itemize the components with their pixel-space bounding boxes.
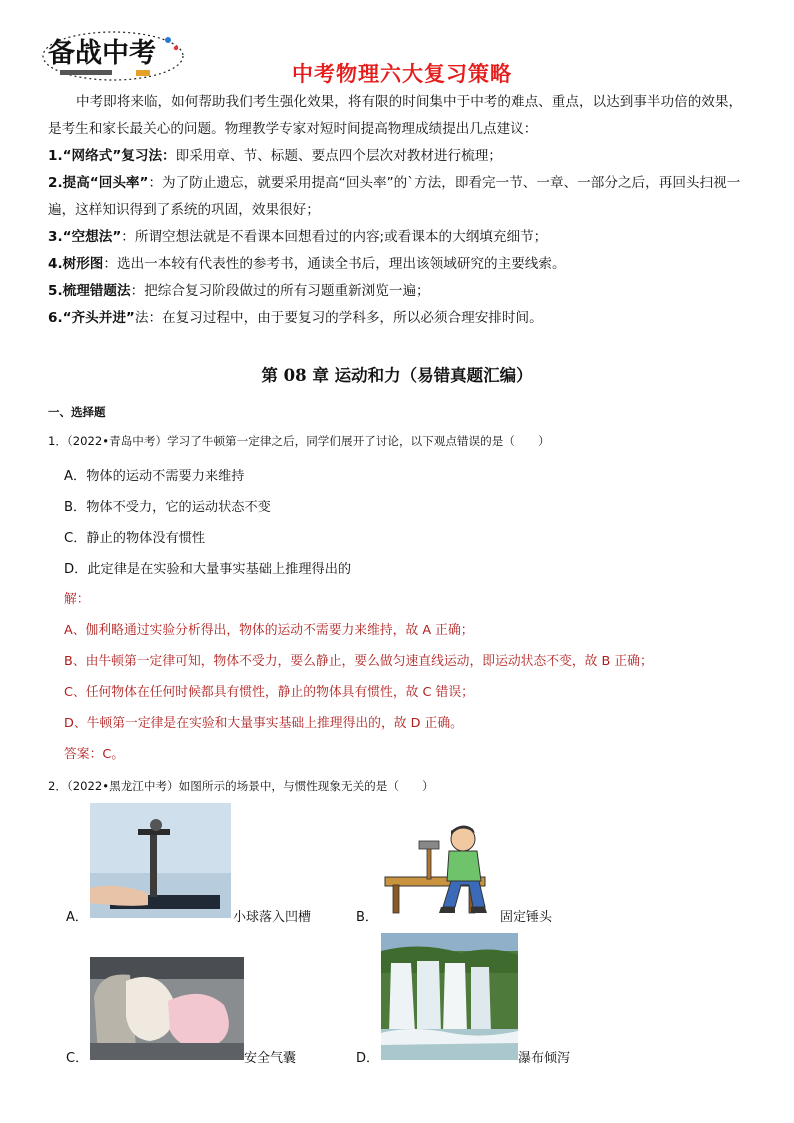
waterfall-image [381,933,518,1060]
hammer-cartoon-image [381,819,499,918]
strategy-item: 5.梳理错题法：把综合复习阶段做过的所有习题重新浏览一遍； [48,283,430,299]
logo-text: 备战中考 [48,38,156,69]
q2-option-a-caption: 小球落入凹槽 [233,910,312,925]
ball-apparatus-image [90,803,231,918]
q2-option-b-letter: B． [356,910,378,925]
intro-block [48,89,754,332]
section-title: 一、选择题 [48,405,106,419]
strategy-item: 4.树形图：选出一本较有代表性的参考书，通读全书后，理出该领域研究的主要线索。 [48,256,566,272]
q1-option-a: A．物体的运动不需要力来维持 [64,469,245,484]
strategy-item: 6.“齐头并进”法：在复习过程中，由于要复习的学科多，所以必须合理安排时间。 [48,310,543,326]
airbag-image [90,957,244,1060]
strategy-item: 3.“空想法”：所谓空想法就是不看课本回想看过的内容;或看课本的大纲填充细节； [48,229,548,245]
strategy-item: 1.“网络式”复习法：即采用章、节、标题、要点四个层次对教材进行梳理； [48,148,502,164]
solution-line: A、伽利略通过实验分析得出，物体的运动不需要力来维持，故 A 正确； [64,623,474,638]
q1-option-c: C．静止的物体没有惯性 [64,531,206,546]
solution-label: 解： [64,592,90,607]
q1-option-d: D．此定律是在实验和大量事实基础上推理得出的 [64,562,352,577]
solution-line: D、牛顿第一定律是在实验和大量事实基础上推理得出的，故 D 正确。 [64,716,463,731]
answer: 答案：C。 [64,747,125,762]
question-1-stem: 1．（2022•青岛中考）学习了牛顿第一定律之后，同学们展开了讨论，以下观点错误的是（ ） [48,434,550,448]
q2-option-c-caption: 安全气囊 [244,1051,297,1066]
question-2-stem: 2．（2022•黑龙江中考）如图所示的场景中，与惯性现象无关的是（ ） [48,779,434,793]
chapter-title: 第 08 章 运动和力（易错真题汇编） [261,366,533,385]
q1-option-b: B．物体不受力，它的运动状态不变 [64,500,271,515]
solution-line: C、任何物体在任何时候都具有惯性，静止的物体具有惯性，故 C 错误； [64,685,474,700]
page-title: 中考物理六大复习策略 [292,62,512,86]
strategy-item: 2.提高“回头率”：为了防止遗忘，就要采用提高“回头率”的`方法，即看完一节、一章、一部分之后，再回头扫视一遍，这样知识得到了系统的巩固，效果很好； [48,175,741,218]
intro-paragraph: 中考即将来临，如何帮助我们考生强化效果，将有限的时间集中于中考的难点、重点，以达到事半功倍的效果，是考生和家长最关心的问题。物理教学专家对短时间提高物理成绩提出几点建议： [48,94,743,137]
q1-solution [64,584,653,770]
q2-option-b-caption: 固定锤头 [500,910,553,925]
q2-option-a-letter: A． [66,910,88,925]
q2-option-d-letter: D． [356,1051,380,1066]
solution-line: B、由牛顿第一定律可知，物体不受力，要么静止，要么做匀速直线运动，即运动状态不变，故 B 正确； [64,654,653,669]
q2-option-c-letter: C． [66,1051,89,1066]
q2-option-d-caption: 瀑布倾泻 [518,1051,571,1066]
